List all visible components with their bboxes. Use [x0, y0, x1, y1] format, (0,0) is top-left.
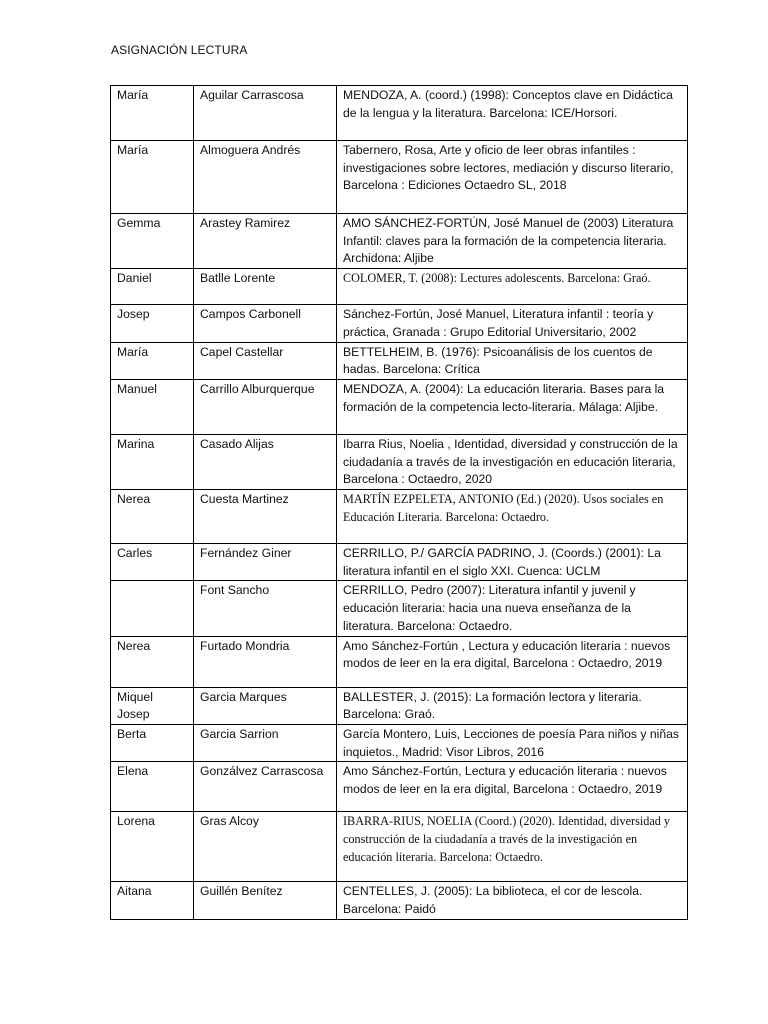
table-row [111, 342, 688, 379]
last-name-cell: Garcia Marques [194, 687, 337, 724]
table-row [111, 434, 688, 489]
last-name-cell: Font Sancho [194, 581, 337, 636]
table-row [111, 581, 688, 636]
first-name-cell: Nerea [111, 490, 194, 544]
reference-cell: MARTÍN EZPELETA, ANTONIO (Ed.) (2020). Usos sociales en Educación Literaria. Barcelona: Octaedro. [337, 490, 688, 544]
first-name-cell: Manuel [111, 379, 194, 434]
last-name-cell: Capel Castellar [194, 342, 337, 379]
reference-cell: COLOMER, T. (2008): Lectures adolescents. Barcelona: Graó. [337, 269, 688, 305]
table-row [111, 269, 688, 305]
table-row [111, 636, 688, 687]
reference-cell: CERRILLO, P./ GARCÍA PADRINO, J. (Coords.) (2001): La literatura infantil en el siglo XXI. Cuenca: UCLM [337, 544, 688, 581]
first-name-cell: Berta [111, 724, 194, 761]
table-row [111, 724, 688, 761]
table-row [111, 812, 688, 882]
first-name-cell: Nerea [111, 636, 194, 687]
reference-cell: BALLESTER, J. (2015): La formación lectora y literaria. Barcelona: Graó. [337, 687, 688, 724]
reference-cell: Amo Sánchez-Fortún , Lectura y educación literaria : nuevos modos de leer en la era digital, Barcelona : Octaedro, 2019 [337, 636, 688, 687]
last-name-cell: Batlle Lorente [194, 269, 337, 305]
reference-cell: IBARRA-RIUS, NOELIA (Coord.) (2020). Identidad, diversidad y construcción de la ciudadanía a través de la investigación en educación literaria. Barcelona: Octaedro. [337, 812, 688, 882]
reference-cell: Tabernero, Rosa, Arte y oficio de leer obras infantiles : investigaciones sobre lectores, mediación y discurso literario, Barcelona : Ediciones Octaedro SL, 2018 [337, 141, 688, 214]
last-name-cell: Carrillo Alburquerque [194, 379, 337, 434]
table-row [111, 490, 688, 544]
reference-cell: MENDOZA, A. (2004): La educación literaria. Bases para la formación de la competencia lecto-literaria. Málaga: Aljibe. [337, 379, 688, 434]
table-row [111, 141, 688, 214]
table-row [111, 214, 688, 269]
reference-cell: García Montero, Luis, Lecciones de poesía Para niños y niñas inquietos., Madrid: Visor Libros, 2016 [337, 724, 688, 761]
table-row [111, 882, 688, 919]
reference-cell: CERRILLO, Pedro (2007): Literatura infantil y juvenil y educación literaria: hacia una nueva enseñanza de la literatura. Barcelona: Octaedro. [337, 581, 688, 636]
table-row [111, 305, 688, 342]
first-name-cell: Carles [111, 544, 194, 581]
last-name-cell: Fernández Giner [194, 544, 337, 581]
last-name-cell: Gonzálvez Carrascosa [194, 762, 337, 812]
table-row [111, 687, 688, 724]
reference-cell: Amo Sánchez-Fortún, Lectura y educación literaria : nuevos modos de leer en la era digital, Barcelona : Octaedro, 2019 [337, 762, 688, 812]
last-name-cell: Furtado Mondria [194, 636, 337, 687]
last-name-cell: Almoguera Andrés [194, 141, 337, 214]
first-name-cell: Daniel [111, 269, 194, 305]
first-name-cell: Josep [111, 305, 194, 342]
last-name-cell: Casado Alijas [194, 434, 337, 489]
first-name-cell: Gemma [111, 214, 194, 269]
first-name-cell: María [111, 141, 194, 214]
first-name-cell: Lorena [111, 812, 194, 882]
last-name-cell: Campos Carbonell [194, 305, 337, 342]
first-name-cell: Elena [111, 762, 194, 812]
last-name-cell: Arastey Ramirez [194, 214, 337, 269]
last-name-cell: Aguilar Carrascosa [194, 86, 337, 141]
assignment-table-body [111, 86, 688, 920]
assignment-table [110, 85, 688, 920]
table-row [111, 544, 688, 581]
last-name-cell: Cuesta Martinez [194, 490, 337, 544]
first-name-cell: María [111, 86, 194, 141]
reference-cell: MENDOZA, A. (coord.) (1998): Conceptos clave en Didáctica de la lengua y la literatura. Barcelona: ICE/Horsori. [337, 86, 688, 141]
document-title: ASIGNACIÓN LECTURA [111, 43, 248, 57]
reference-cell: Ibarra Rius, Noelia , Identidad, diversidad y construcción de la ciudadanía a través de la investigación en educación literaria, Barcelona : Octaedro, 2020 [337, 434, 688, 489]
reference-cell: CENTELLES, J. (2005): La biblioteca, el cor de lescola. Barcelona: Paidó [337, 882, 688, 919]
first-name-cell: María [111, 342, 194, 379]
reference-cell: AMO SÁNCHEZ-FORTÚN, José Manuel de (2003) Literatura Infantil: claves para la formación de la competencia literaria. Archidona: Aljibe [337, 214, 688, 269]
table-row [111, 762, 688, 812]
last-name-cell: Gras Alcoy [194, 812, 337, 882]
last-name-cell: Garcia Sarrion [194, 724, 337, 761]
first-name-cell [111, 581, 194, 636]
table-row [111, 86, 688, 141]
first-name-cell: Marina [111, 434, 194, 489]
first-name-cell: Aitana [111, 882, 194, 919]
first-name-cell: Miquel Josep [111, 687, 194, 724]
reference-cell: BETTELHEIM, B. (1976): Psicoanálisis de los cuentos de hadas. Barcelona: Crítica [337, 342, 688, 379]
table-row [111, 379, 688, 434]
reference-cell: Sánchez-Fortún, José Manuel, Literatura infantil : teoría y práctica, Granada : Grupo Editorial Universitario, 2002 [337, 305, 688, 342]
last-name-cell: Guillén Benítez [194, 882, 337, 919]
